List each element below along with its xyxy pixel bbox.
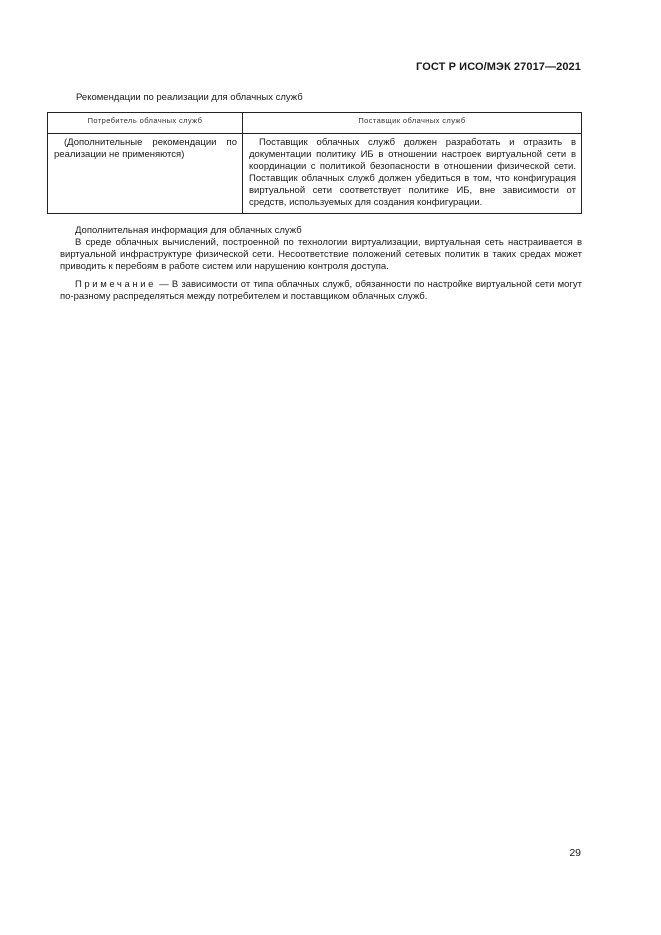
- table-row: [48, 134, 582, 214]
- provider-cell: Поставщик облачных служб должен разработать и отразить в документации политику ИБ в отношении настроек виртуальной сети в координации с политикой безопасности в отношении физической сети. Поставщик облачных служб должен убедиться в том, что конфигурация виртуальной сети соответствует политике ИБ, вне зависимости от средств, используемых для создания конфигурации.: [243, 134, 582, 214]
- consumer-cell: (Дополнительные рекомендации по реализации не применяются): [48, 134, 243, 214]
- column-header-provider: Поставщик облачных служб: [243, 113, 582, 134]
- document-header: ГОСТ Р ИСО/МЭК 27017—2021: [416, 61, 581, 73]
- table-header-row: [48, 113, 582, 134]
- note-label: Примечание: [75, 279, 156, 290]
- section-heading: Рекомендации по реализации для облачных служб: [76, 92, 303, 103]
- note-section: [60, 279, 582, 303]
- additional-info-paragraph: В среде облачных вычислений, построенной по технологии виртуализации, виртуальная сеть настраивается в виртуальной инфраструктуре физической сети. Несоответствие положений сетевых политик в таких средах может приводить к перебоям в работе систем или нарушению контроля доступа.: [60, 237, 582, 272]
- page-number: 29: [569, 847, 581, 859]
- note-text: — В зависимости от типа облачных служб, обязанности по настройке виртуальной сети могут по-разному распределяться между потребителем и поставщиком облачных служб.: [60, 279, 582, 302]
- recommendations-table: [47, 112, 582, 214]
- additional-info-heading: Дополнительная информация для облачных служб: [75, 225, 302, 236]
- column-header-consumer: Потребитель облачных служб: [48, 113, 243, 134]
- additional-info-section: [60, 225, 582, 273]
- note-paragraph: [60, 279, 582, 303]
